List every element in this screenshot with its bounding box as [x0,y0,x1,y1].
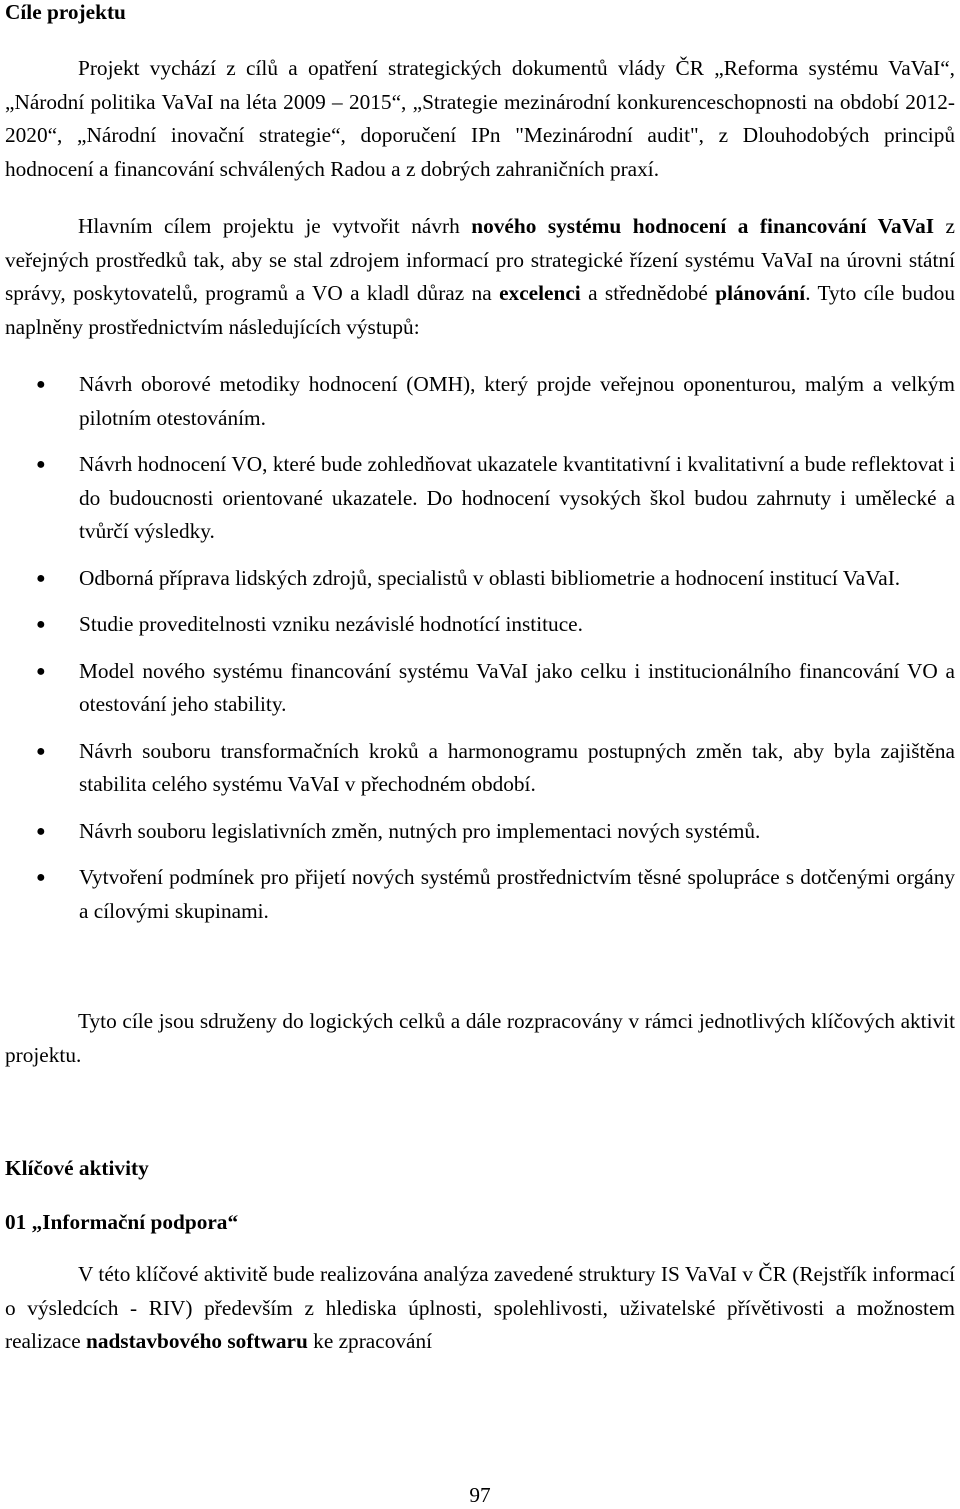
list-item-text: Návrh souboru transformačních kroků a harmonogramu postupných změn tak, aby byla zajištěna stabilita celého systému VaVaI v přechodném období. [79,738,955,796]
bullet-icon: ● [36,376,46,393]
list-item [5,368,955,435]
section-heading-cile-projektu: Cíle projektu [5,0,126,24]
list-item-text: Studie proveditelnosti vzniku nezávislé hodnotící instituce. [79,612,583,636]
bullet-icon: ● [36,742,46,760]
closing-paragraph: Tyto cíle jsou sdruženy do logických celků a dále rozpracovány v rámci jednotlivých klíčových aktivit projektu. [5,1009,955,1067]
main-goal-bold-planovani: plánování [715,281,806,305]
list-item-text: Vytvoření podmínek pro přijetí nových systémů prostřednictvím těsné spolupráce s dotčenými orgány a cílovými skupinami. [79,865,955,923]
list-item-text: Odborná příprava lidských zdrojů, specialistů v oblasti bibliometrie a hodnocení institucí VaVaI. [79,565,901,590]
activity-text-1: V této klíčové aktivitě bude realizována analýza zavedené struktury IS VaVaI v ČR (Rejstřík informací o výsledcích - RIV) především z hlediska úplnosti, spolehlivosti, uživatelské přívětivosti a možnostem realizace [5,1262,955,1353]
list-item [5,655,955,722]
list-item-text: Model nového systému financování systému VaVaI jako celku i institucionálního financování VO a otestování jeho stability. [79,658,955,716]
bullet-icon: ● [36,616,46,633]
activity-text-2: ke zpracování [307,1329,433,1353]
outputs-list [5,368,955,928]
list-item-text: Návrh oborové metodiky hodnocení (OMH), který projde veřejnou oponenturou, malým a velkým pilotním otestováním. [79,372,955,430]
bullet-icon: ● [36,569,46,587]
page-number: 97 [469,1483,491,1507]
list-item-text: Návrh hodnocení VO, které bude zohledňovat ukazatele kvantitativní i kvalitativní a bude reflektovat i do budoucnosti orientované ukazatele. Do hodnocení vysokých škol budou zahrnuty i umělecké a tvůrčí výsledky. [79,452,955,543]
main-goal-text-1: Hlavním cílem projektu je vytvořit návrh [78,214,472,238]
list-item [5,861,955,928]
main-goal-bold-excelenci: excelenci [499,281,581,305]
list-item [5,562,955,596]
main-goal-bold-system: nového systému hodnocení a financování VaVaI [471,214,935,238]
activity-heading-01: 01 „Informační podpora“ [5,1210,239,1234]
list-item [5,815,955,849]
main-goal-text-3: a střednědobé [580,281,716,305]
main-goal-paragraph [5,210,955,344]
list-item-text: Návrh souboru legislativních změn, nutných pro implementaci nových systémů. [79,818,761,843]
document-page [5,0,955,1359]
intro-paragraph: Projekt vychází z cílů a opatření strategických dokumentů vlády ČR „Reforma systému VaVaI“, „Národní politika VaVaI na léta 2009 – 2015“, „Strategie mezinárodní konkurenceschopnosti na období 2012-2020“, „Národní inovační strategie“, doporučení IPn "Mezinárodní audit", z Dlouhodobých principů hodnocení a financování schválených Radou a z dobrých zahraničních praxí. [5,56,955,181]
bullet-icon: ● [36,822,46,840]
activity-bold-software: nadstavbového softwaru [85,1329,308,1353]
section-heading-klicove-aktivity: Klíčové aktivity [5,1156,149,1180]
bullet-icon: ● [36,456,46,473]
bullet-icon: ● [36,869,46,886]
list-item [5,608,955,642]
activity-paragraph [5,1258,955,1359]
bullet-icon: ● [36,662,46,680]
list-item [5,448,955,549]
main-goal-text-2: z veřejných prostředků tak, aby se stal zdrojem informací pro strategické řízení systému VaVaI na úrovni státní správy, poskytovatelů, programů a VO a kladl důraz na [5,214,955,305]
main-goal-text-4: . Tyto cíle budou naplněny prostřednictvím následujících výstupů: [5,281,956,339]
list-item [5,735,955,802]
